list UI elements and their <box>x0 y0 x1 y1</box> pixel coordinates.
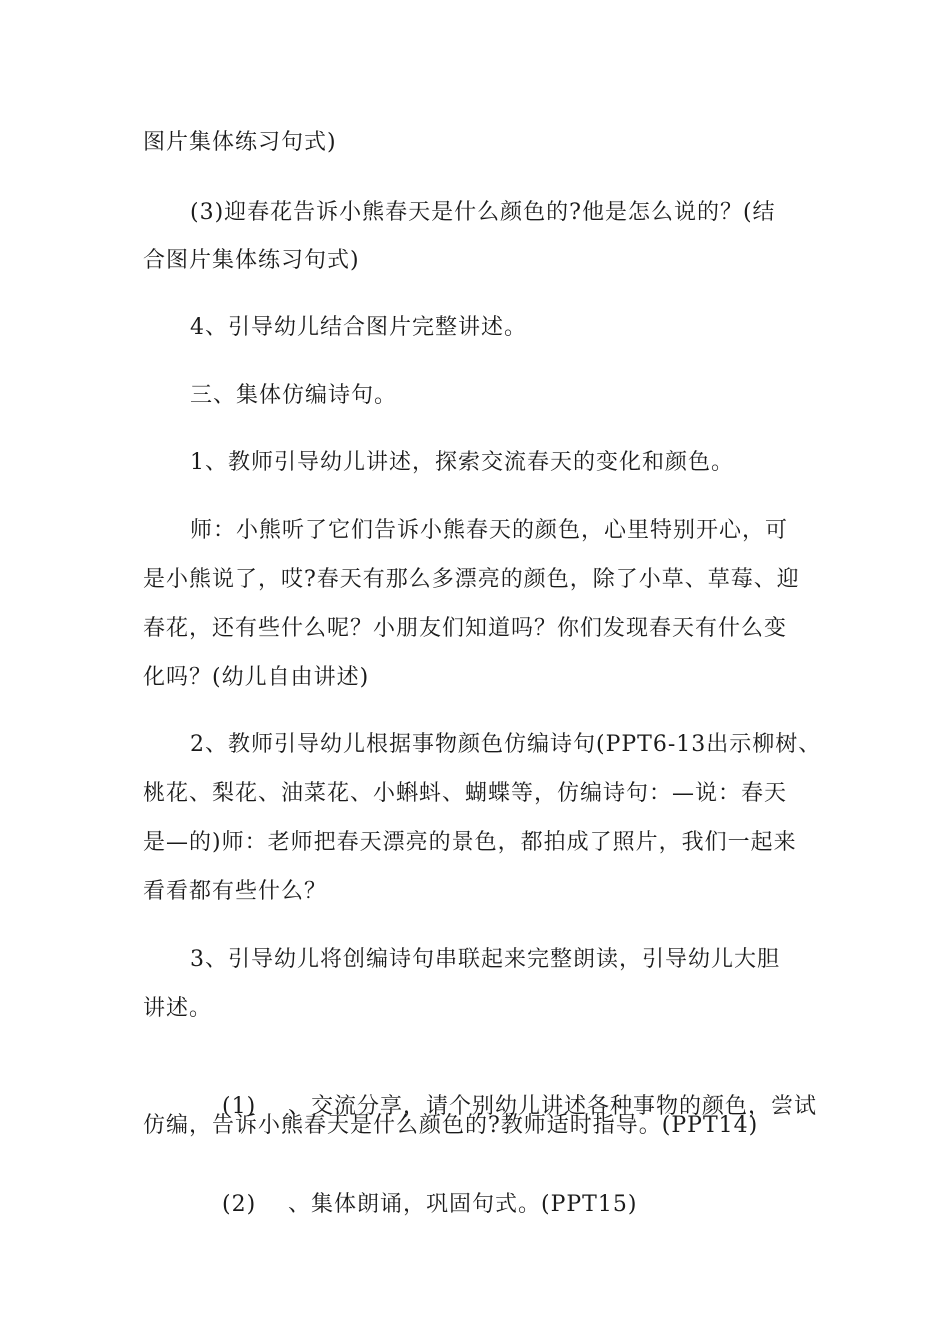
list-item-2 <box>190 1160 637 1250</box>
text-line: 师：小熊听了它们告诉小熊春天的颜色，心里特别开心，可 <box>190 518 789 543</box>
text-line: 桃花、梨花、油菜花、小蝌蚪、蝴蝶等，仿编诗句：—说：春天 <box>143 781 788 806</box>
list-marker: (1) <box>221 1094 257 1119</box>
text-line: 2、教师引导幼儿根据事物颜色仿编诗句(PPT6-13出示柳树、 <box>190 732 822 757</box>
text-line: 合图片集体练习句式) <box>143 248 360 273</box>
text-line: 是小熊说了，哎?春天有那么多漂亮的颜色，除了小草、草莓、迎 <box>143 567 800 592</box>
text-line: 4、引导幼儿结合图片完整讲述。 <box>190 315 527 340</box>
text-line: 化吗？(幼儿自由讲述) <box>143 665 370 690</box>
text-line: 是—的)师：老师把春天漂亮的景色，都拍成了照片，我们一起来 <box>143 830 797 855</box>
list-marker: (2) <box>221 1192 257 1217</box>
text-line: 春花，还有些什么呢？小朋友们知道吗？你们发现春天有什么变 <box>143 616 788 641</box>
section-heading: 三、集体仿编诗句。 <box>190 383 398 408</box>
text-line: 1、教师引导幼儿讲述，探索交流春天的变化和颜色。 <box>190 450 734 475</box>
text-line: 看看都有些什么？ <box>143 879 328 904</box>
text-line: 3、引导幼儿将创编诗句串联起来完整朗读，引导幼儿大胆 <box>190 947 780 972</box>
text-line: 讲述。 <box>143 996 213 1021</box>
text-line: 、集体朗诵，巩固句式。(PPT15) <box>287 1192 638 1217</box>
text-line: 、交流分享，请个别幼儿讲述各种事物的颜色，尝试 <box>287 1094 817 1119</box>
text-line: 仿编，告诉小熊春天是什么颜色的?教师适时指导。(PPT14) <box>143 1113 759 1138</box>
text-line: 图片集体练习句式) <box>143 130 337 155</box>
text-line: (3)迎春花告诉小熊春天是什么颜色的?他是怎么说的？(结 <box>190 200 776 225</box>
